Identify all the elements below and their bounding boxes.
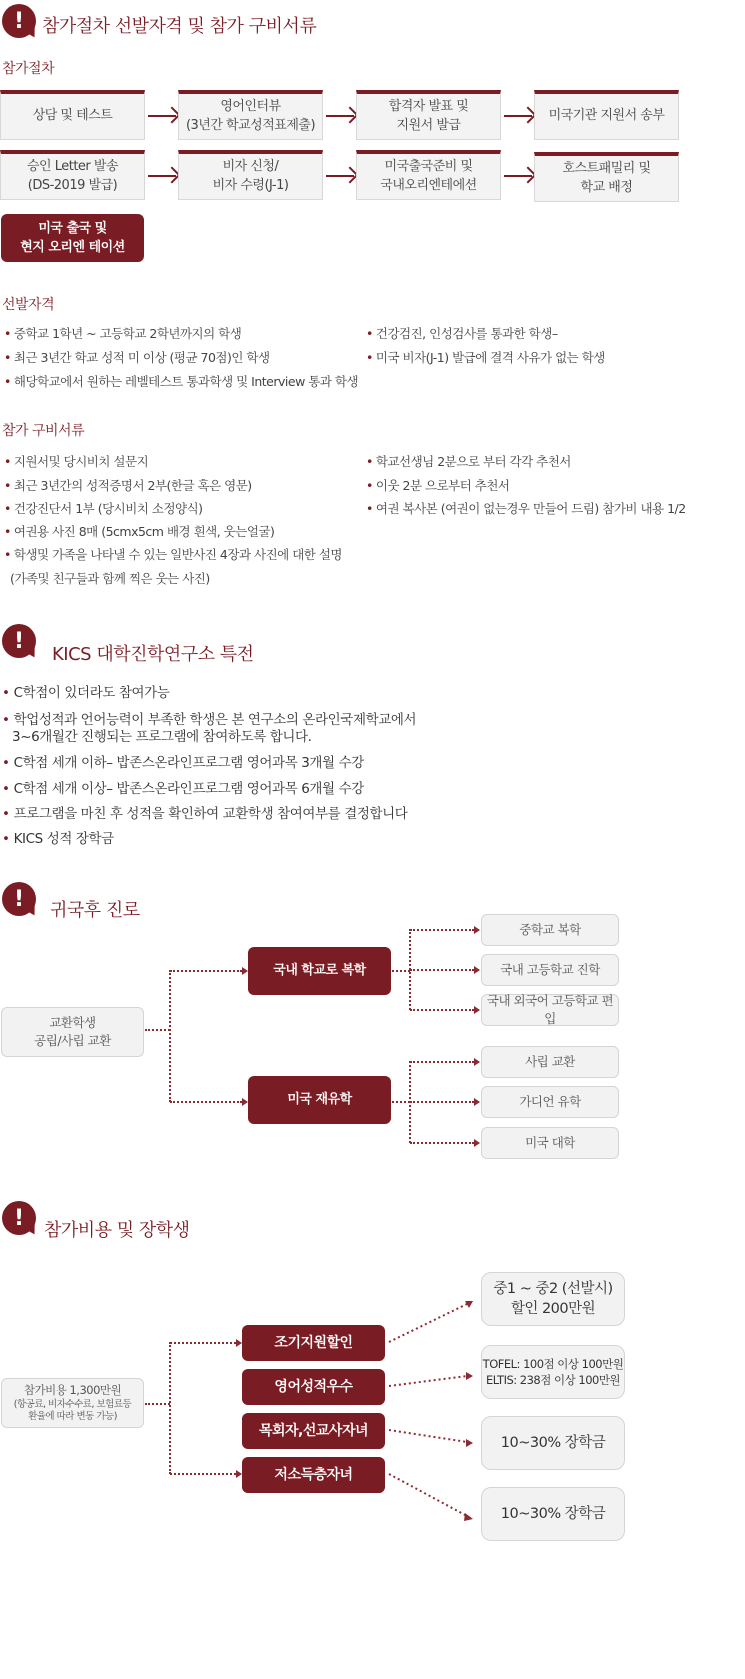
- benefit-early-discount: 중1 ~ 중2 (선발시) 할인 200만원: [481, 1272, 625, 1326]
- benefit-english-score: TOFEL: 100점 이상 100만원 ELTIS: 238점 이상 100만원: [481, 1345, 625, 1399]
- section3-title: 귀국후 진로: [50, 900, 140, 921]
- qualification-item: • 최근 3년간 학교 성적 미 이상 (평균 70점)인 학생: [4, 350, 270, 365]
- document-item: • 여권용 사진 8매 (5cmx5cm 배경 흰색, 웃는얼굴): [4, 524, 275, 539]
- connector-line: [410, 969, 474, 971]
- arrowhead-icon: [474, 1006, 480, 1014]
- connector-line: [410, 1061, 474, 1063]
- leaf-us-university: 미국 대학: [481, 1127, 619, 1159]
- cost-note: (항공료, 비자수수료, 보험료등 환율에 따라 변동 가능): [13, 1398, 132, 1423]
- step-approval-letter: 승인 Letter 발송 (DS-2019 발급): [0, 150, 145, 200]
- connector-line: [170, 1342, 236, 1344]
- section4-title: 참가비용 및 장학생: [44, 1220, 190, 1241]
- connector-line: [410, 1142, 474, 1144]
- arrow-right-icon: [504, 115, 532, 117]
- connector-line: [145, 1403, 170, 1405]
- benefit-low-income-scholarship: 10~30% 장학금: [481, 1487, 625, 1541]
- category-pastor-missionary: 목회자,선교사자녀: [242, 1413, 385, 1449]
- benefit-item: • C학점 세개 이상– 밥존스온라인프로그램 영어과목 6개월 수강: [2, 781, 364, 797]
- branch-domestic-return: 국내 학교로 복학: [248, 947, 391, 995]
- step-consult-test: 상담 및 테스트: [0, 90, 145, 140]
- connector-line: [410, 929, 474, 931]
- benefit-item: • 학업성적과 언어능력이 부족한 학생은 본 연구소의 온라인국제학교에서: [2, 712, 417, 728]
- benefit-item: • C학점이 있더라도 참여가능: [2, 685, 170, 701]
- category-english-excellence: 영어성적우수: [242, 1369, 385, 1405]
- benefit-item-cont: 3~6개월간 진행되는 프로그램에 참여하도록 합니다.: [12, 729, 312, 745]
- qualification-title: 선발자격: [2, 297, 55, 313]
- leaf-foreign-language-high-school: 국내 외국어 고등학교 편입: [481, 994, 619, 1026]
- document-item: • 지원서및 당시비치 설문지: [4, 454, 149, 469]
- leaf-middle-school-return: 중학교 복학: [481, 914, 619, 946]
- connector-line: [392, 1101, 410, 1103]
- step-host-family: 호스트패밀리 및 학교 배정: [534, 152, 679, 202]
- step-english-interview: 영어인터뷰 (3년간 학교성적표제출): [178, 90, 323, 140]
- leaf-guardian-study: 가디언 유학: [481, 1086, 619, 1118]
- arrowhead-icon: [474, 966, 480, 974]
- section2-title: KICS 대학진학연구소 특전: [52, 644, 254, 665]
- connector-line: [170, 1473, 236, 1475]
- benefit-item: • 프로그램을 마친 후 성적을 확인하여 교환학생 참여여부를 결정합니다: [2, 806, 408, 822]
- qualification-item: • 미국 비자(J-1) 발급에 결격 사유가 없는 학생: [366, 350, 605, 365]
- section1-title: 참가절차 선발자격 및 참가 구비서류: [42, 16, 317, 37]
- step-visa: 비자 신청/ 비자 수령(J-1): [178, 150, 323, 200]
- connector-line: [392, 970, 410, 972]
- leaf-domestic-high-school: 국내 고등학교 진학: [481, 954, 619, 986]
- benefit-item: • C학점 세개 이하– 밥존스온라인프로그램 영어과목 3개월 수강: [2, 755, 364, 771]
- document-item: • 건강진단서 1부 (당시비치 소정양식): [4, 501, 203, 516]
- arrow-right-icon: [504, 175, 532, 177]
- arrow-right-icon: [148, 175, 176, 177]
- qualification-item: • 해당학교에서 원하는 레벨테스트 통과학생 및 Interview 통과 학생: [4, 374, 359, 389]
- step-departure-prep: 미국출국준비 및 국내오리엔테에션: [356, 150, 501, 200]
- exchange-student-box: 교환학생 공립/사립 교환: [1, 1007, 144, 1057]
- arrow-right-icon: [326, 175, 354, 177]
- document-item: • 여권 복사본 (여권이 없는경우 만들어 드림) 참가비 내용 1/2: [366, 501, 686, 516]
- connector-line: [410, 1009, 474, 1011]
- cost-box: [1, 1378, 144, 1428]
- leaf-private-exchange: 사립 교환: [481, 1046, 619, 1078]
- connector-line: [170, 970, 242, 972]
- connector-line: [410, 1101, 474, 1103]
- arrow-right-icon: [148, 115, 176, 117]
- step-departure-orientation: 미국 출국 및 현지 오리엔 테이션: [1, 214, 144, 262]
- benefit-connectors: [385, 1290, 485, 1530]
- document-note: (가족및 친구들과 함께 찍은 웃는 사진): [10, 571, 210, 586]
- benefit-item: • KICS 성적 장학금: [2, 831, 114, 847]
- category-low-income: 저소득층자녀: [242, 1457, 385, 1493]
- connector-line: [170, 1101, 242, 1103]
- arrowhead-icon: [474, 926, 480, 934]
- step-send-application: 미국기관 지원서 송부: [534, 90, 679, 140]
- arrowhead-icon: [474, 1058, 480, 1066]
- connector-line: [169, 970, 171, 1102]
- arrowhead-icon: [474, 1139, 480, 1147]
- procedure-title: 참가절차: [2, 61, 55, 77]
- category-early-application: 조기지원할인: [242, 1325, 385, 1361]
- qualification-item: • 건강검진, 인성검사를 통과한 학생–: [366, 326, 558, 341]
- branch-us-restudy: 미국 재유학: [248, 1076, 391, 1124]
- document-item: • 학생및 가족을 나타낼 수 있는 일반사진 4장과 사진에 대한 설명: [4, 547, 342, 562]
- documents-title: 참가 구비서류: [2, 423, 85, 439]
- step-acceptance: 합격자 발표 및 지원서 발급: [356, 90, 501, 140]
- alert-icon: !: [2, 624, 36, 658]
- connector-line: [145, 1029, 170, 1031]
- arrow-right-icon: [326, 115, 354, 117]
- arrowhead-icon: [474, 1098, 480, 1106]
- cost-amount: 참가비용 1,300만원: [23, 1382, 122, 1397]
- alert-icon: !: [2, 882, 36, 916]
- alert-icon: !: [2, 4, 36, 38]
- document-item: • 학교선생님 2분으로 부터 각각 추천서: [366, 454, 571, 469]
- benefit-pastor-scholarship: 10~30% 장학금: [481, 1416, 625, 1470]
- document-item: • 이웃 2분 으로부터 추천서: [366, 478, 510, 493]
- document-item: • 최근 3년간의 성적증명서 2부(한글 혹은 영문): [4, 478, 252, 493]
- qualification-item: • 중학교 1학년 ~ 고등학교 2학년까지의 학생: [4, 326, 242, 341]
- connector-line: [169, 1342, 171, 1474]
- alert-icon: !: [2, 1201, 36, 1235]
